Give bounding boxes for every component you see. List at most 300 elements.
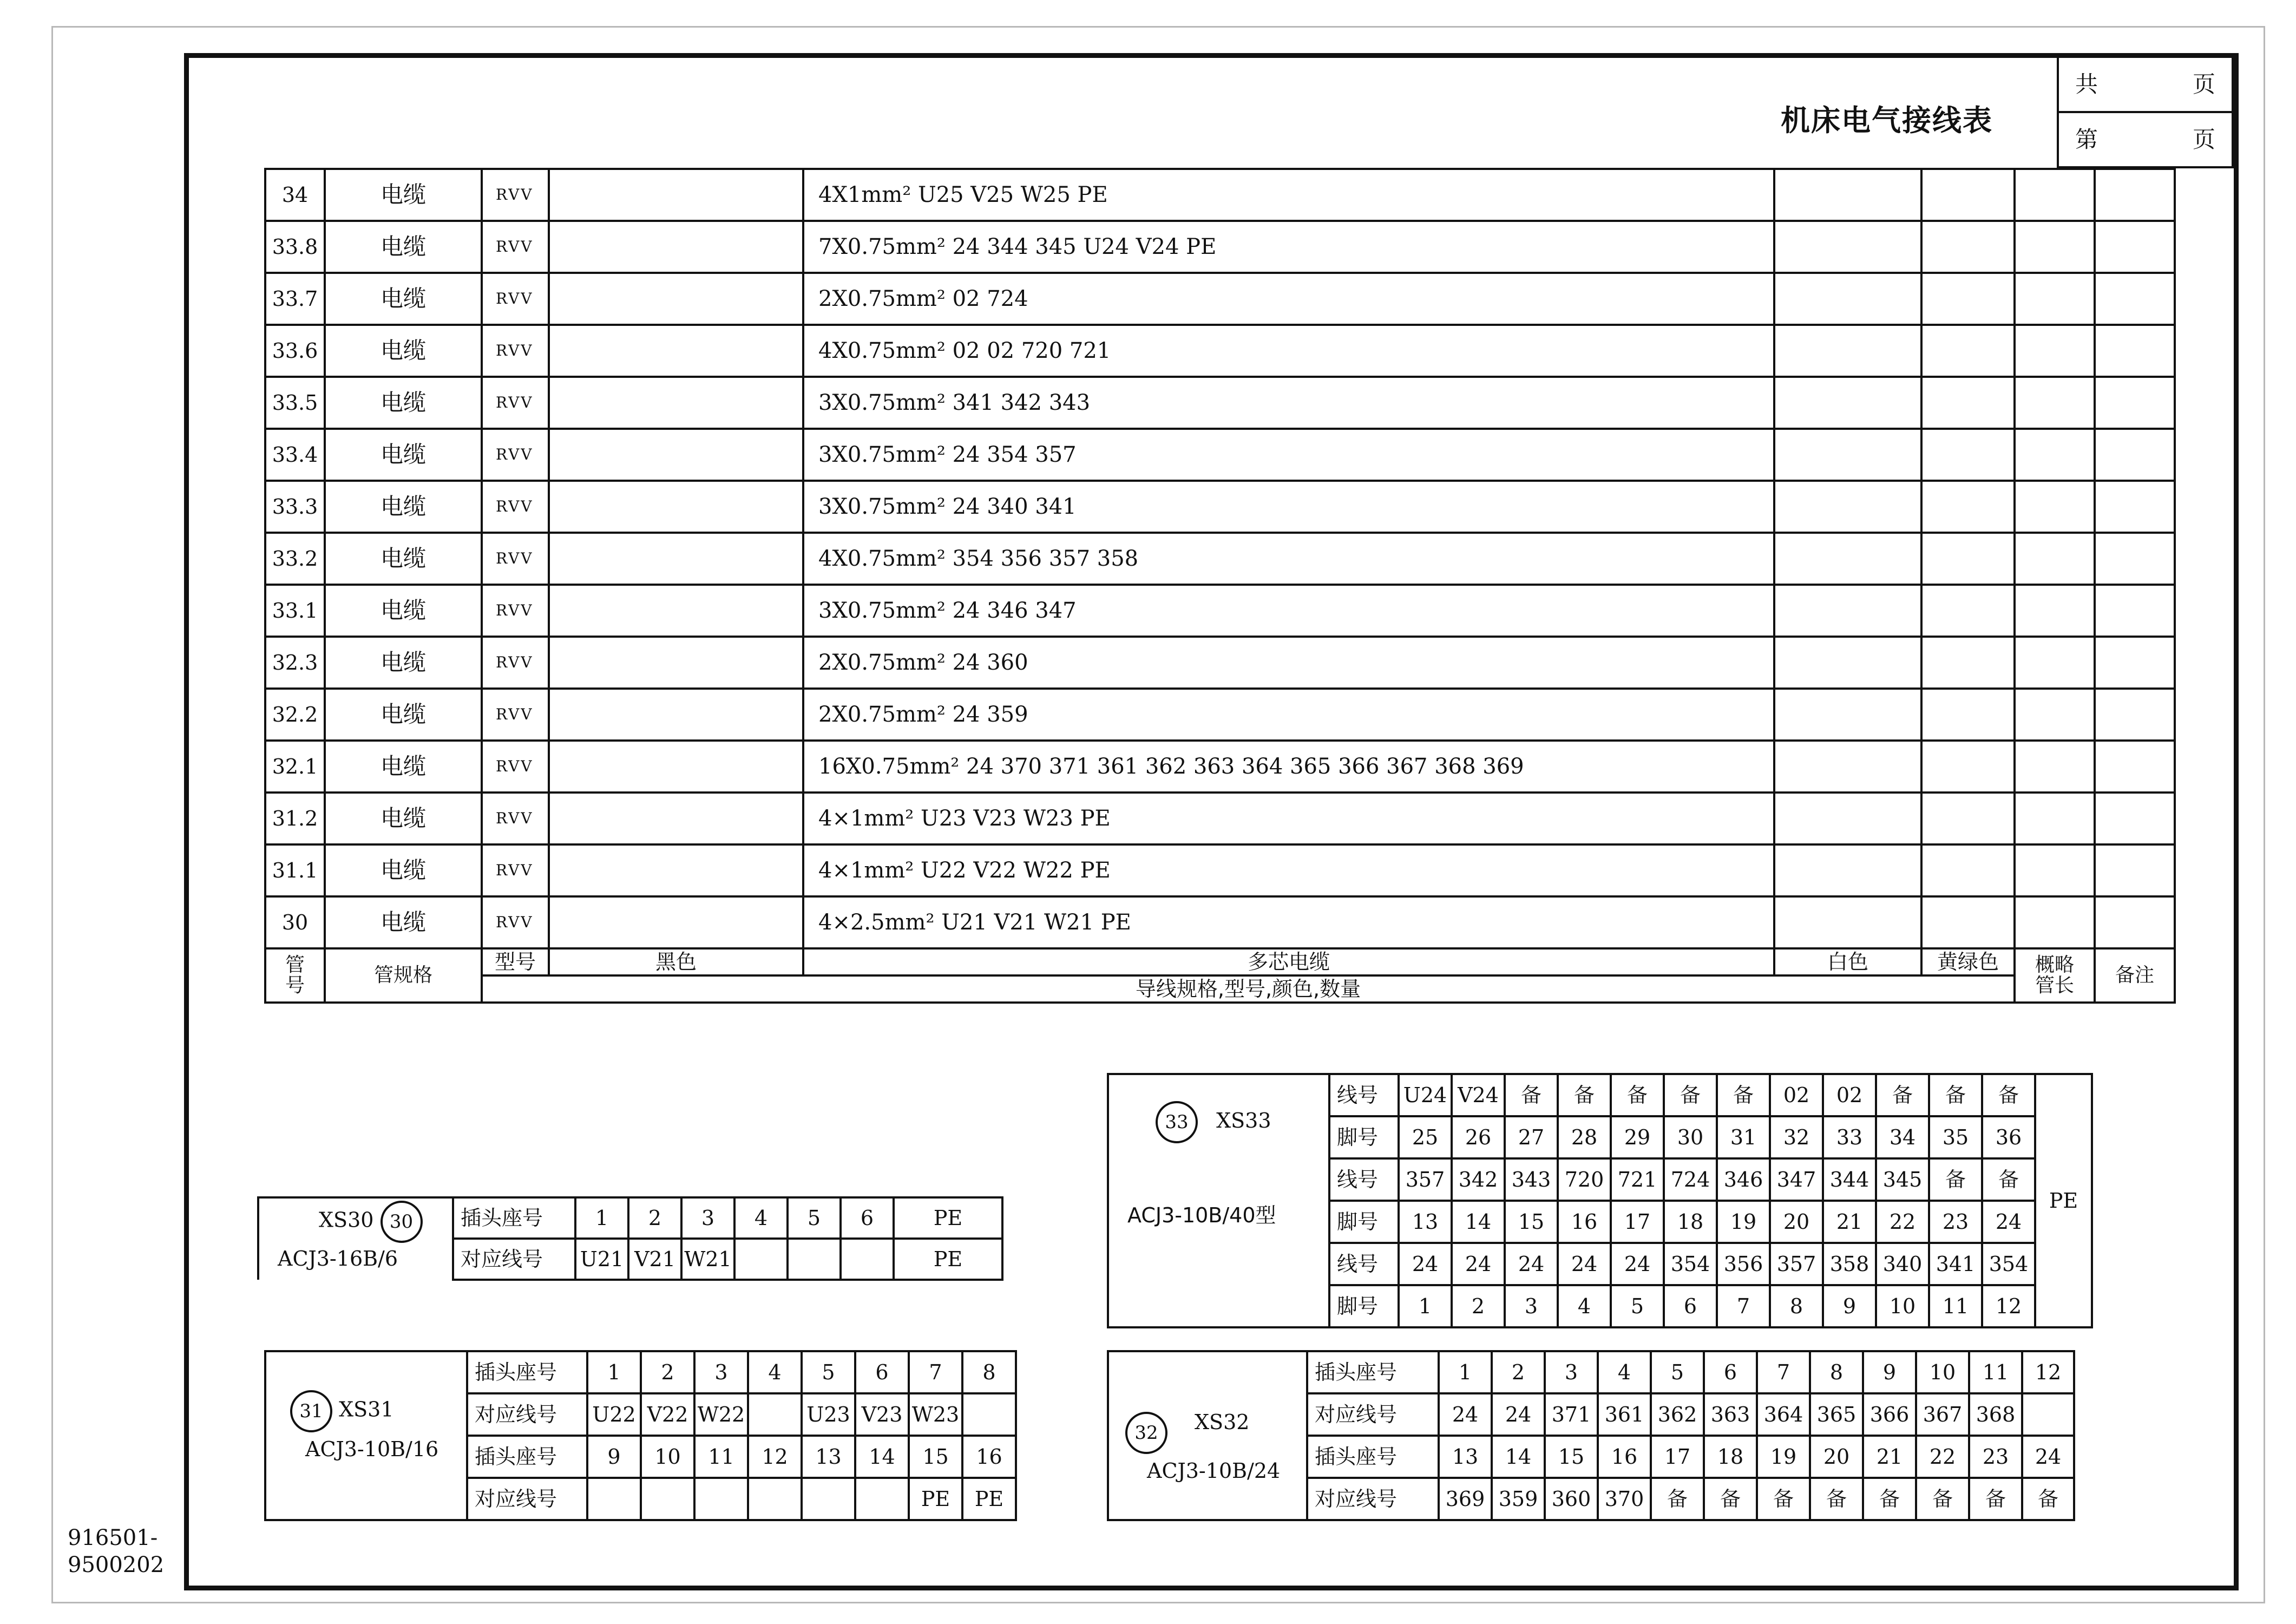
xs32-cell: 14: [1492, 1436, 1545, 1478]
xs32-cell: 361: [1598, 1393, 1651, 1436]
xs32-row-label: 插头座号: [1307, 1351, 1439, 1393]
black-cell: [549, 429, 803, 481]
pipe-kind-cell: 电缆: [325, 741, 482, 793]
xs31-cell: PE: [962, 1478, 1016, 1520]
length-cell: [2015, 689, 2095, 741]
wire-spec-cell: 4X0.75mm² 354 356 357 358: [803, 533, 1774, 585]
xs33-cell: 24: [1399, 1243, 1452, 1285]
xs32-row-label: 对应线号: [1307, 1478, 1439, 1520]
table-row: [265, 221, 2175, 273]
xs31-cell: W23: [909, 1393, 962, 1436]
header-pipe-no: 管号: [265, 948, 325, 1003]
yellow-green-cell: [1921, 169, 2015, 221]
xs33-cell: 备: [1929, 1158, 1982, 1201]
black-cell: [549, 481, 803, 533]
yellow-green-cell: [1921, 325, 2015, 377]
xs31-cell: 9: [587, 1436, 641, 1478]
header-pipe-spec: 管规格: [325, 948, 482, 1003]
xs33-row-label: 脚号: [1329, 1285, 1399, 1327]
white-cell: [1774, 844, 1921, 896]
xs31-cell: [855, 1478, 909, 1520]
black-cell: [549, 169, 803, 221]
xs33-cell: 13: [1399, 1201, 1452, 1243]
xs30-cell: [734, 1239, 788, 1280]
length-cell: [2015, 793, 2095, 844]
current-page-label: 页: [2192, 126, 2215, 153]
model-cell: RVV: [482, 325, 549, 377]
model-cell: RVV: [482, 896, 549, 948]
yellow-green-cell: [1921, 429, 2015, 481]
xs33-cell: 24: [1611, 1243, 1664, 1285]
xs31-cell: V22: [641, 1393, 694, 1436]
wire-spec-cell: 2X0.75mm² 24 360: [803, 637, 1774, 689]
xs30-caption: [258, 1197, 453, 1280]
pipe-kind-cell: 电缆: [325, 377, 482, 429]
xs33-cell: 34: [1876, 1116, 1929, 1158]
total-label: 共: [2075, 71, 2098, 97]
pipe-kind-cell: 电缆: [325, 585, 482, 637]
model-cell: RVV: [482, 844, 549, 896]
xs31-cell: [748, 1478, 802, 1520]
length-cell: [2015, 844, 2095, 896]
model-cell: RVV: [482, 429, 549, 481]
black-cell: [549, 585, 803, 637]
xs33-cell: 02: [1770, 1074, 1823, 1116]
xs33-row-label: 线号: [1329, 1074, 1399, 1116]
drawing-code-line: 9500202: [68, 1553, 165, 1577]
xs33-cell: 23: [1929, 1201, 1982, 1243]
remark-cell: [2095, 325, 2175, 377]
pipe-no-cell: 33.5: [265, 377, 325, 429]
xs30-cell: PE: [894, 1197, 1002, 1239]
xs32-cell: 366: [1863, 1393, 1916, 1436]
xs33-cell: 14: [1452, 1201, 1505, 1243]
header-yellow-green: 黄绿色: [1921, 948, 2015, 975]
xs33-cell: 720: [1558, 1158, 1611, 1201]
xs32-cell: 360: [1545, 1478, 1598, 1520]
pipe-kind-cell: 电缆: [325, 793, 482, 844]
xs33-cell: 16: [1558, 1201, 1611, 1243]
xs33-number-circle: 33: [1156, 1101, 1198, 1143]
length-cell: [2015, 533, 2095, 585]
xs32-cell: 24: [2022, 1436, 2074, 1478]
pipe-no-cell: 33.8: [265, 221, 325, 273]
pipe-no-cell: 31.1: [265, 844, 325, 896]
yellow-green-cell: [1921, 533, 2015, 585]
xs33-cell: 36: [1982, 1116, 2035, 1158]
xs30-row2-label: 对应线号: [453, 1239, 575, 1280]
pipe-kind-cell: 电缆: [325, 221, 482, 273]
yellow-green-cell: [1921, 844, 2015, 896]
xs33-cell: 354: [1982, 1243, 2035, 1285]
remark-cell: [2095, 585, 2175, 637]
model-cell: RVV: [482, 741, 549, 793]
page-title: 机床电气接线表: [1781, 103, 1993, 137]
xs32-cell: 7: [1757, 1351, 1810, 1393]
xs31-cell: 6: [855, 1351, 909, 1393]
xs33-cell: 354: [1664, 1243, 1717, 1285]
xs32-cell: 370: [1598, 1478, 1651, 1520]
current-page-cell: [2058, 112, 2233, 167]
xs32-cell: 17: [1651, 1436, 1704, 1478]
xs33-cell: 9: [1823, 1285, 1876, 1327]
yellow-green-cell: [1921, 377, 2015, 429]
xs32-cell: 6: [1704, 1351, 1757, 1393]
white-cell: [1774, 325, 1921, 377]
xs31-row-label: 对应线号: [467, 1393, 587, 1436]
black-cell: [549, 637, 803, 689]
xs31-cell: 8: [962, 1351, 1016, 1393]
xs33-row-label: 脚号: [1329, 1116, 1399, 1158]
table-row: [265, 689, 2175, 741]
table-row: [265, 169, 2175, 221]
table-row: [265, 741, 2175, 793]
xs33-cell: 备: [1929, 1074, 1982, 1116]
remark-cell: [2095, 741, 2175, 793]
xs33-cell: 备: [1611, 1074, 1664, 1116]
xs31-cell: [641, 1478, 694, 1520]
header-white: 白色: [1774, 948, 1921, 975]
pipe-no-cell: 33.2: [265, 533, 325, 585]
xs33-cell: 31: [1717, 1116, 1770, 1158]
xs31-cell: [587, 1478, 641, 1520]
xs33-cell: 27: [1505, 1116, 1558, 1158]
length-cell: [2015, 169, 2095, 221]
xs31-cell: [748, 1393, 802, 1436]
xs31-cell: 13: [802, 1436, 855, 1478]
black-cell: [549, 533, 803, 585]
length-cell: [2015, 637, 2095, 689]
pipe-kind-cell: 电缆: [325, 637, 482, 689]
xs32-cell: 备: [1863, 1478, 1916, 1520]
xs33-cell: 32: [1770, 1116, 1823, 1158]
model-cell: RVV: [482, 377, 549, 429]
table-row: [265, 896, 2175, 948]
remark-cell: [2095, 844, 2175, 896]
xs31-cell: U22: [587, 1393, 641, 1436]
black-cell: [549, 273, 803, 325]
xs33-cell: 5: [1611, 1285, 1664, 1327]
xs32-cell: 362: [1651, 1393, 1704, 1436]
xs32-cell: 23: [1969, 1436, 2022, 1478]
xs33-model: ACJ3-10B/40型: [1127, 1203, 1276, 1227]
wire-spec-cell: 4×2.5mm² U21 V21 W21 PE: [803, 896, 1774, 948]
xs32-cell: 4: [1598, 1351, 1651, 1393]
xs33-cell: 346: [1717, 1158, 1770, 1201]
xs32-cell: 13: [1439, 1436, 1492, 1478]
xs33-cell: 备: [1505, 1074, 1558, 1116]
xs33-cell: 357: [1770, 1243, 1823, 1285]
xs32-cell: 备: [1969, 1478, 2022, 1520]
xs31-cell: 4: [748, 1351, 802, 1393]
pipe-kind-cell: 电缆: [325, 689, 482, 741]
xs30-cell: 2: [628, 1197, 681, 1239]
xs33-cell: 18: [1664, 1201, 1717, 1243]
length-cell: [2015, 429, 2095, 481]
xs33-cell: 24: [1452, 1243, 1505, 1285]
xs31-row-label: 对应线号: [467, 1478, 587, 1520]
xs32-number-circle: 32: [1125, 1412, 1167, 1454]
yellow-green-cell: [1921, 637, 2015, 689]
header-remark: 备注: [2095, 948, 2175, 1003]
xs33-cell: 343: [1505, 1158, 1558, 1201]
white-cell: [1774, 429, 1921, 481]
white-cell: [1774, 637, 1921, 689]
pipe-kind-cell: 电缆: [325, 481, 482, 533]
xs30-cell: 3: [681, 1197, 734, 1239]
connector-xs33-table: [1107, 1073, 2093, 1328]
xs32-cell: 备: [1810, 1478, 1863, 1520]
white-cell: [1774, 896, 1921, 948]
xs31-number-circle: 31: [290, 1390, 332, 1432]
xs32-cell: 18: [1704, 1436, 1757, 1478]
xs33-cell: 3: [1505, 1285, 1558, 1327]
xs32-cell: 21: [1863, 1436, 1916, 1478]
wire-spec-cell: 3X0.75mm² 24 340 341: [803, 481, 1774, 533]
xs32-cell: 5: [1651, 1351, 1704, 1393]
table-row: [265, 637, 2175, 689]
xs32-cell: 369: [1439, 1478, 1492, 1520]
xs33-cell: 344: [1823, 1158, 1876, 1201]
wire-spec-cell: 4X0.75mm² 02 02 720 721: [803, 325, 1774, 377]
remark-cell: [2095, 429, 2175, 481]
xs31-cell: 1: [587, 1351, 641, 1393]
xs31-cell: 5: [802, 1351, 855, 1393]
table-row: [265, 585, 2175, 637]
pipe-no-cell: 32.2: [265, 689, 325, 741]
wire-spec-cell: 4×1mm² U23 V23 W23 PE: [803, 793, 1774, 844]
xs32-cell: 371: [1545, 1393, 1598, 1436]
wire-spec-cell: 4×1mm² U22 V22 W22 PE: [803, 844, 1774, 896]
yellow-green-cell: [1921, 793, 2015, 844]
xs32-cell: 10: [1916, 1351, 1969, 1393]
xs33-cell: 24: [1982, 1201, 2035, 1243]
xs33-cell: 15: [1505, 1201, 1558, 1243]
xs31-model: ACJ3-10B/16: [305, 1437, 439, 1461]
xs33-cell: 4: [1558, 1285, 1611, 1327]
xs33-name: XS33: [1216, 1108, 1271, 1132]
xs32-cell: 备: [1651, 1478, 1704, 1520]
black-cell: [549, 377, 803, 429]
table-row: [265, 533, 2175, 585]
pipe-no-cell: 34: [265, 169, 325, 221]
header-wire-spec: 导线规格,型号,颜色,数量: [482, 975, 2015, 1003]
xs32-cell: 365: [1810, 1393, 1863, 1436]
xs33-row-label: 线号: [1329, 1158, 1399, 1201]
yellow-green-cell: [1921, 585, 2015, 637]
xs32-cell: 20: [1810, 1436, 1863, 1478]
xs33-cell: 33: [1823, 1116, 1876, 1158]
xs32-cell: 24: [1492, 1393, 1545, 1436]
xs33-cell: 347: [1770, 1158, 1823, 1201]
xs32-cell: 1: [1439, 1351, 1492, 1393]
xs32-cell: 9: [1863, 1351, 1916, 1393]
xs30-model: ACJ3-16B/6: [278, 1247, 398, 1271]
xs32-cell: 备: [2022, 1478, 2074, 1520]
xs33-cell: 28: [1558, 1116, 1611, 1158]
xs31-cell: PE: [909, 1478, 962, 1520]
xs33-cell: 1: [1399, 1285, 1452, 1327]
white-cell: [1774, 533, 1921, 585]
xs32-cell: 19: [1757, 1436, 1810, 1478]
remark-cell: [2095, 221, 2175, 273]
xs33-cell: 29: [1611, 1116, 1664, 1158]
length-cell: [2015, 273, 2095, 325]
xs31-cell: 10: [641, 1436, 694, 1478]
xs33-cell: 8: [1770, 1285, 1823, 1327]
model-cell: RVV: [482, 689, 549, 741]
xs33-cell: 35: [1929, 1116, 1982, 1158]
model-cell: RVV: [482, 637, 549, 689]
xs33-cell: 30: [1664, 1116, 1717, 1158]
xs33-cell: 25: [1399, 1116, 1452, 1158]
xs31-cell: [802, 1478, 855, 1520]
model-cell: RVV: [482, 793, 549, 844]
xs30-cell: PE: [894, 1239, 1002, 1280]
wire-spec-cell: 3X0.75mm² 24 354 357: [803, 429, 1774, 481]
total-pages-cell: [2058, 57, 2233, 112]
drawing-code: [68, 1524, 164, 1579]
xs32-cell: 363: [1704, 1393, 1757, 1436]
xs33-cell: 备: [1717, 1074, 1770, 1116]
xs32-model: ACJ3-10B/24: [1147, 1459, 1281, 1483]
xs32-caption: [1108, 1351, 1307, 1520]
xs33-row-label: 脚号: [1329, 1201, 1399, 1243]
xs30-cell: 6: [841, 1197, 894, 1239]
wire-spec-cell: 3X0.75mm² 24 346 347: [803, 585, 1774, 637]
xs33-cell: 02: [1823, 1074, 1876, 1116]
xs33-cell: 340: [1876, 1243, 1929, 1285]
yellow-green-cell: [1921, 689, 2015, 741]
xs33-cell: 备: [1982, 1074, 2035, 1116]
table-row: [265, 481, 2175, 533]
xs30-cell: U21: [575, 1239, 628, 1280]
header-black: 黑色: [549, 948, 803, 975]
xs32-cell: 12: [2022, 1351, 2074, 1393]
xs32-name: XS32: [1195, 1410, 1250, 1434]
connector-xs30-table: [257, 1196, 1003, 1281]
pipe-kind-cell: 电缆: [325, 169, 482, 221]
xs33-cell: 备: [1982, 1158, 2035, 1201]
length-cell: [2015, 585, 2095, 637]
xs33-cell: 备: [1664, 1074, 1717, 1116]
xs32-cell: 24: [1439, 1393, 1492, 1436]
remark-cell: [2095, 533, 2175, 585]
white-cell: [1774, 221, 1921, 273]
white-cell: [1774, 585, 1921, 637]
xs32-cell: [2022, 1393, 2074, 1436]
pipe-no-cell: 30: [265, 896, 325, 948]
table-row: [265, 793, 2175, 844]
pipe-no-cell: 33.7: [265, 273, 325, 325]
xs32-cell: 备: [1916, 1478, 1969, 1520]
drawing-code-line: 916501-: [68, 1525, 158, 1550]
xs33-cell: 20: [1770, 1201, 1823, 1243]
xs30-cell: [788, 1239, 841, 1280]
xs33-cell: 19: [1717, 1201, 1770, 1243]
wire-spec-cell: 2X0.75mm² 24 359: [803, 689, 1774, 741]
xs33-cell: U24: [1399, 1074, 1452, 1116]
yellow-green-cell: [1921, 741, 2015, 793]
xs32-cell: 11: [1969, 1351, 2022, 1393]
model-cell: RVV: [482, 585, 549, 637]
xs33-cell: 11: [1929, 1285, 1982, 1327]
xs33-cell: 10: [1876, 1285, 1929, 1327]
xs31-row-label: 插头座号: [467, 1436, 587, 1478]
xs33-cell: 备: [1558, 1074, 1611, 1116]
pipe-no-cell: 31.2: [265, 793, 325, 844]
pipe-kind-cell: 电缆: [325, 844, 482, 896]
white-cell: [1774, 689, 1921, 741]
xs31-cell: W22: [694, 1393, 748, 1436]
xs33-cell: 21: [1823, 1201, 1876, 1243]
model-cell: RVV: [482, 481, 549, 533]
remark-cell: [2095, 637, 2175, 689]
pipe-no-cell: 32.3: [265, 637, 325, 689]
xs32-row-label: 插头座号: [1307, 1436, 1439, 1478]
pipe-no-cell: 33.3: [265, 481, 325, 533]
xs31-cell: 7: [909, 1351, 962, 1393]
pipe-no-cell: 33.6: [265, 325, 325, 377]
xs33-cell: 342: [1452, 1158, 1505, 1201]
xs33-cell: 721: [1611, 1158, 1664, 1201]
pipe-no-cell: 32.1: [265, 741, 325, 793]
current-label: 第: [2075, 126, 2098, 153]
wiring-table: [264, 168, 2176, 1004]
remark-cell: [2095, 793, 2175, 844]
black-cell: [549, 221, 803, 273]
yellow-green-cell: [1921, 221, 2015, 273]
header-model: 型号: [482, 948, 549, 975]
pipe-kind-cell: 电缆: [325, 896, 482, 948]
length-cell: [2015, 221, 2095, 273]
xs32-cell: 16: [1598, 1436, 1651, 1478]
wire-spec-cell: 3X0.75mm² 341 342 343: [803, 377, 1774, 429]
pipe-no-cell: 33.1: [265, 585, 325, 637]
model-cell: RVV: [482, 169, 549, 221]
pipe-kind-cell: 电缆: [325, 533, 482, 585]
xs31-cell: V23: [855, 1393, 909, 1436]
model-cell: RVV: [482, 273, 549, 325]
xs32-cell: 359: [1492, 1478, 1545, 1520]
table-row: [265, 273, 2175, 325]
table-row: [265, 325, 2175, 377]
xs33-cell: 345: [1876, 1158, 1929, 1201]
xs33-cell: 24: [1505, 1243, 1558, 1285]
xs33-cell: 6: [1664, 1285, 1717, 1327]
white-cell: [1774, 377, 1921, 429]
xs32-cell: 364: [1757, 1393, 1810, 1436]
xs31-cell: 2: [641, 1351, 694, 1393]
pipe-no-cell: 33.4: [265, 429, 325, 481]
xs31-cell: 12: [748, 1436, 802, 1478]
model-cell: RVV: [482, 533, 549, 585]
pipe-kind-cell: 电缆: [325, 325, 482, 377]
table-row: [265, 429, 2175, 481]
xs32-cell: 15: [1545, 1436, 1598, 1478]
xs31-cell: [694, 1478, 748, 1520]
xs31-row-label: 插头座号: [467, 1351, 587, 1393]
black-cell: [549, 741, 803, 793]
wire-spec-cell: 16X0.75mm² 24 370 371 361 362 363 364 365 366 367 368 369: [803, 741, 1774, 793]
xs30-name: XS30: [319, 1208, 374, 1232]
xs32-cell: 备: [1704, 1478, 1757, 1520]
xs31-cell: 16: [962, 1436, 1016, 1478]
length-cell: [2015, 377, 2095, 429]
remark-cell: [2095, 896, 2175, 948]
xs32-cell: 368: [1969, 1393, 2022, 1436]
xs30-cell: V21: [628, 1239, 681, 1280]
